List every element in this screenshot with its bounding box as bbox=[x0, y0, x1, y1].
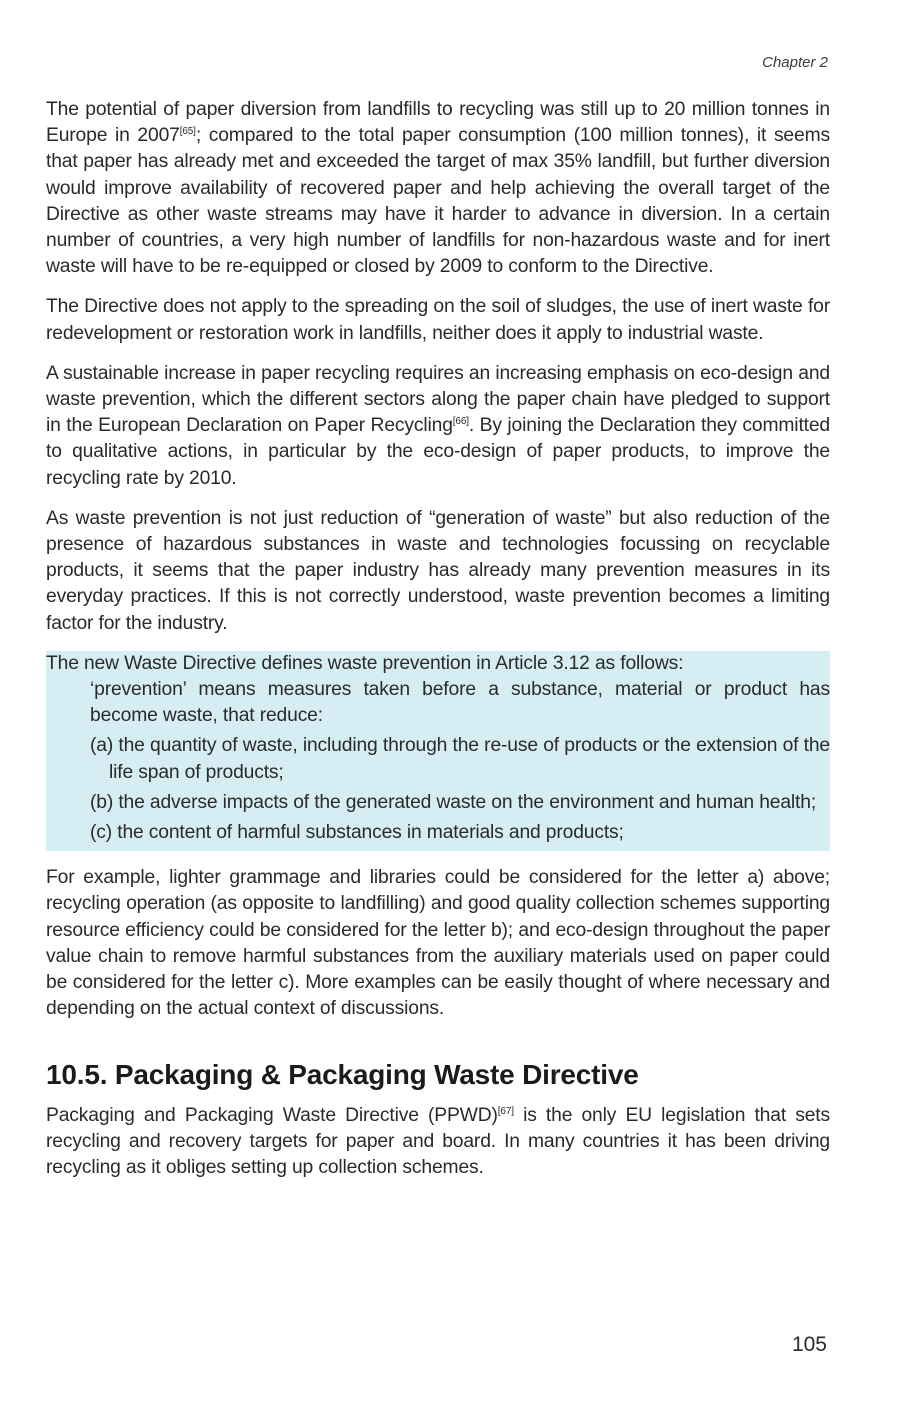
paragraph-directive-scope: The Directive does not apply to the spreading on the soil of sludges, the use of inert waste for redevelopment or restoration work in landfills, neither does it apply to industrial waste. bbox=[46, 296, 830, 344]
paragraph-ppwd: Packaging and Packaging Waste Directive (PPWD)[67] is the only EU legislation that sets recycling and recovery targets for paper and board. In many countries it has been driving recycling as it obliges setting up collection schemes. bbox=[46, 1104, 831, 1178]
paragraph-sustainable-recycling: A sustainable increase in paper recycling requires an increasing emphasis on eco-design and waste prevention, which the different sectors along the paper chain have pledged to support in the European Declaration on Paper Recycling[66]. By joining the Declaration they committed to qualitative actions, in particular by the eco-design of paper products, to improve the recycling rate by 2010. bbox=[46, 362, 830, 489]
definition-item-b: (b) the adverse impacts of the generated waste on the environment and human health; bbox=[90, 791, 817, 813]
footnote-ref[interactable]: [67] bbox=[497, 1105, 514, 1117]
definition-box bbox=[46, 651, 830, 851]
section-heading: 10.5. Packaging & Packaging Waste Directive bbox=[46, 1058, 639, 1090]
footnote-ref[interactable]: [65] bbox=[179, 126, 196, 138]
definition-quote bbox=[46, 677, 830, 846]
definition-text: ‘prevention’ means measures taken before a substance, material or product has become waste, that reduce: bbox=[90, 679, 830, 727]
footnote-ref[interactable]: [66] bbox=[452, 416, 469, 428]
paragraph-waste-prevention: As waste prevention is not just reduction of “generation of waste” but also reduction of the presence of hazardous substances in waste and technologies focussing on recyclable products, it seems that the paper industry has already many prevention measures in its everyday practices. If this is not correctly understood, waste prevention becomes a limiting factor for the industry. bbox=[46, 507, 830, 634]
chapter-label: Chapter 2 bbox=[762, 54, 828, 71]
definition-lead: The new Waste Directive defines waste prevention in Article 3.12 as follows: bbox=[46, 652, 684, 674]
paragraph-landfill-diversion: The potential of paper diversion from landfills to recycling was still up to 20 million tonnes in Europe in 2007[65]; compared to the total paper consumption (100 million tonnes), it seems that paper has already met and exceeded the target of max 35% landfill, but further diversion would improve availability of recovered paper and help achieving the overall target of the Directive as other waste streams may have it harder to advance in diversion. In a certain number of countries, a very high number of landfills for non-hazardous waste and for inert waste will have to be re-equipped or closed by 2009 to conform to the Directive. bbox=[46, 99, 830, 278]
definition-item-c: (c) the content of harmful substances in materials and products; bbox=[90, 822, 624, 844]
definition-item-a: (a) the quantity of waste, including through the re-use of products or the extension of the life span of products; bbox=[90, 735, 830, 783]
page-number: 105 bbox=[791, 1333, 827, 1356]
paragraph-examples: For example, lighter grammage and libraries could be considered for the letter a) above; recycling operation (as opposite to landfilling) and good quality collection schemes supporting resource efficiency could be considered for the letter b); and eco-design throughout the paper value chain to remove harmful substances from the auxiliary materials used on paper could be considered for the letter c). More examples can be easily thought of where necessary and depending on the actual context of discussions. bbox=[46, 867, 830, 1020]
page-body bbox=[46, 97, 830, 1195]
